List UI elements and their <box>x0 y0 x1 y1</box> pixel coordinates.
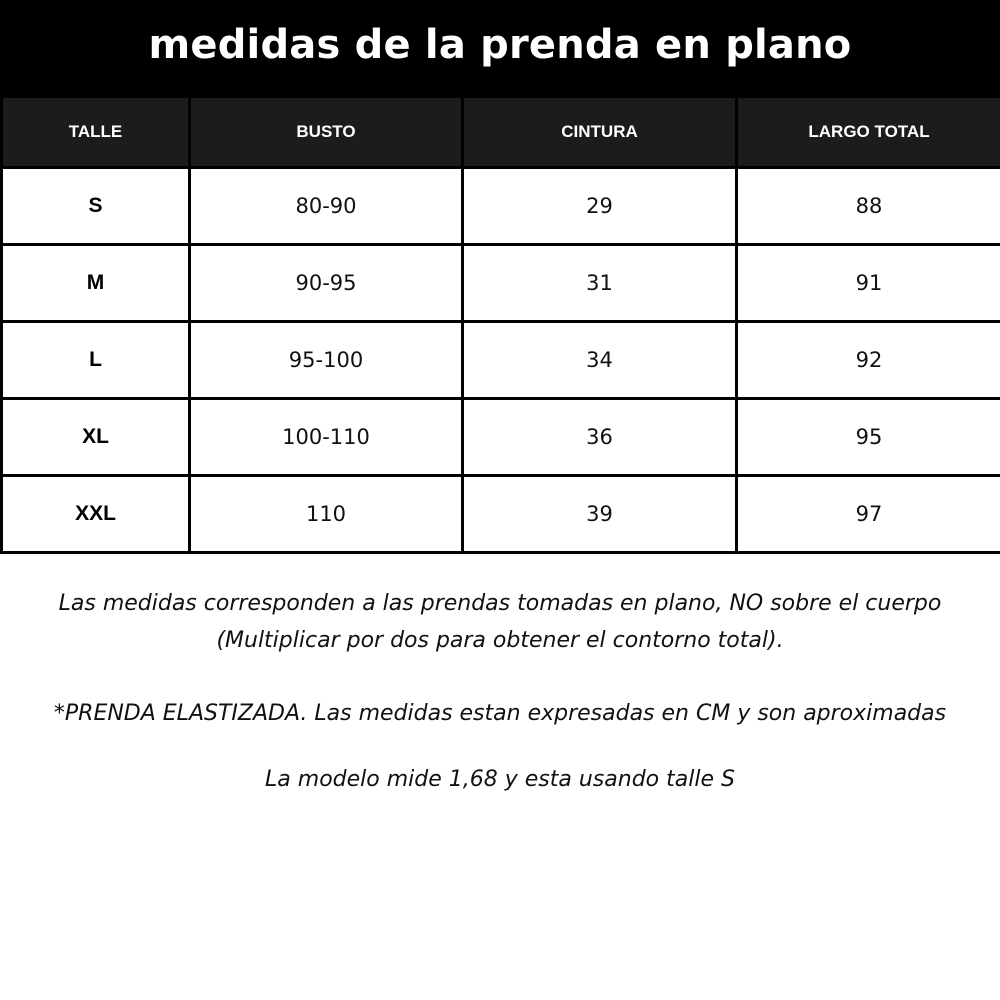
note-multiply: (Multiplicar por dos para obtener el contorno total). <box>216 628 784 653</box>
table-row <box>2 476 1000 553</box>
largo-cell: 88 <box>737 168 1000 245</box>
busto-cell: 80-90 <box>190 168 463 245</box>
cintura-cell: 34 <box>463 322 737 399</box>
table-row <box>2 168 1000 245</box>
note-elastic-garment: *PRENDA ELASTIZADA. Las medidas estan expresadas en CM y son aproximadas <box>53 701 947 726</box>
size-cell: L <box>2 322 190 399</box>
column-header-cintura: CINTURA <box>463 97 737 168</box>
cintura-cell: 36 <box>463 399 737 476</box>
busto-cell: 100-110 <box>190 399 463 476</box>
table-row <box>2 399 1000 476</box>
busto-cell: 90-95 <box>190 245 463 322</box>
table-row <box>2 322 1000 399</box>
cintura-cell: 39 <box>463 476 737 553</box>
title-bar <box>0 0 1000 95</box>
cintura-cell: 31 <box>463 245 737 322</box>
table-header-row <box>2 97 1000 168</box>
column-header-talle: TALLE <box>2 97 190 168</box>
size-cell: XXL <box>2 476 190 553</box>
note-measurement-flat: Las medidas corresponden a las prendas tomadas en plano, NO sobre el cuerpo <box>58 591 942 616</box>
largo-cell: 95 <box>737 399 1000 476</box>
size-cell: S <box>2 168 190 245</box>
note-model-height: La modelo mide 1,68 y esta usando talle S <box>265 767 735 792</box>
column-header-busto: BUSTO <box>190 97 463 168</box>
busto-cell: 110 <box>190 476 463 553</box>
table-row <box>2 245 1000 322</box>
column-header-largo-total: LARGO TOTAL <box>737 97 1000 168</box>
largo-cell: 91 <box>737 245 1000 322</box>
page-title: medidas de la prenda en plano <box>148 21 852 68</box>
size-table <box>0 95 1000 554</box>
cintura-cell: 29 <box>463 168 737 245</box>
largo-cell: 92 <box>737 322 1000 399</box>
largo-cell: 97 <box>737 476 1000 553</box>
busto-cell: 95-100 <box>190 322 463 399</box>
size-cell: M <box>2 245 190 322</box>
notes-section <box>0 585 1000 798</box>
size-cell: XL <box>2 399 190 476</box>
